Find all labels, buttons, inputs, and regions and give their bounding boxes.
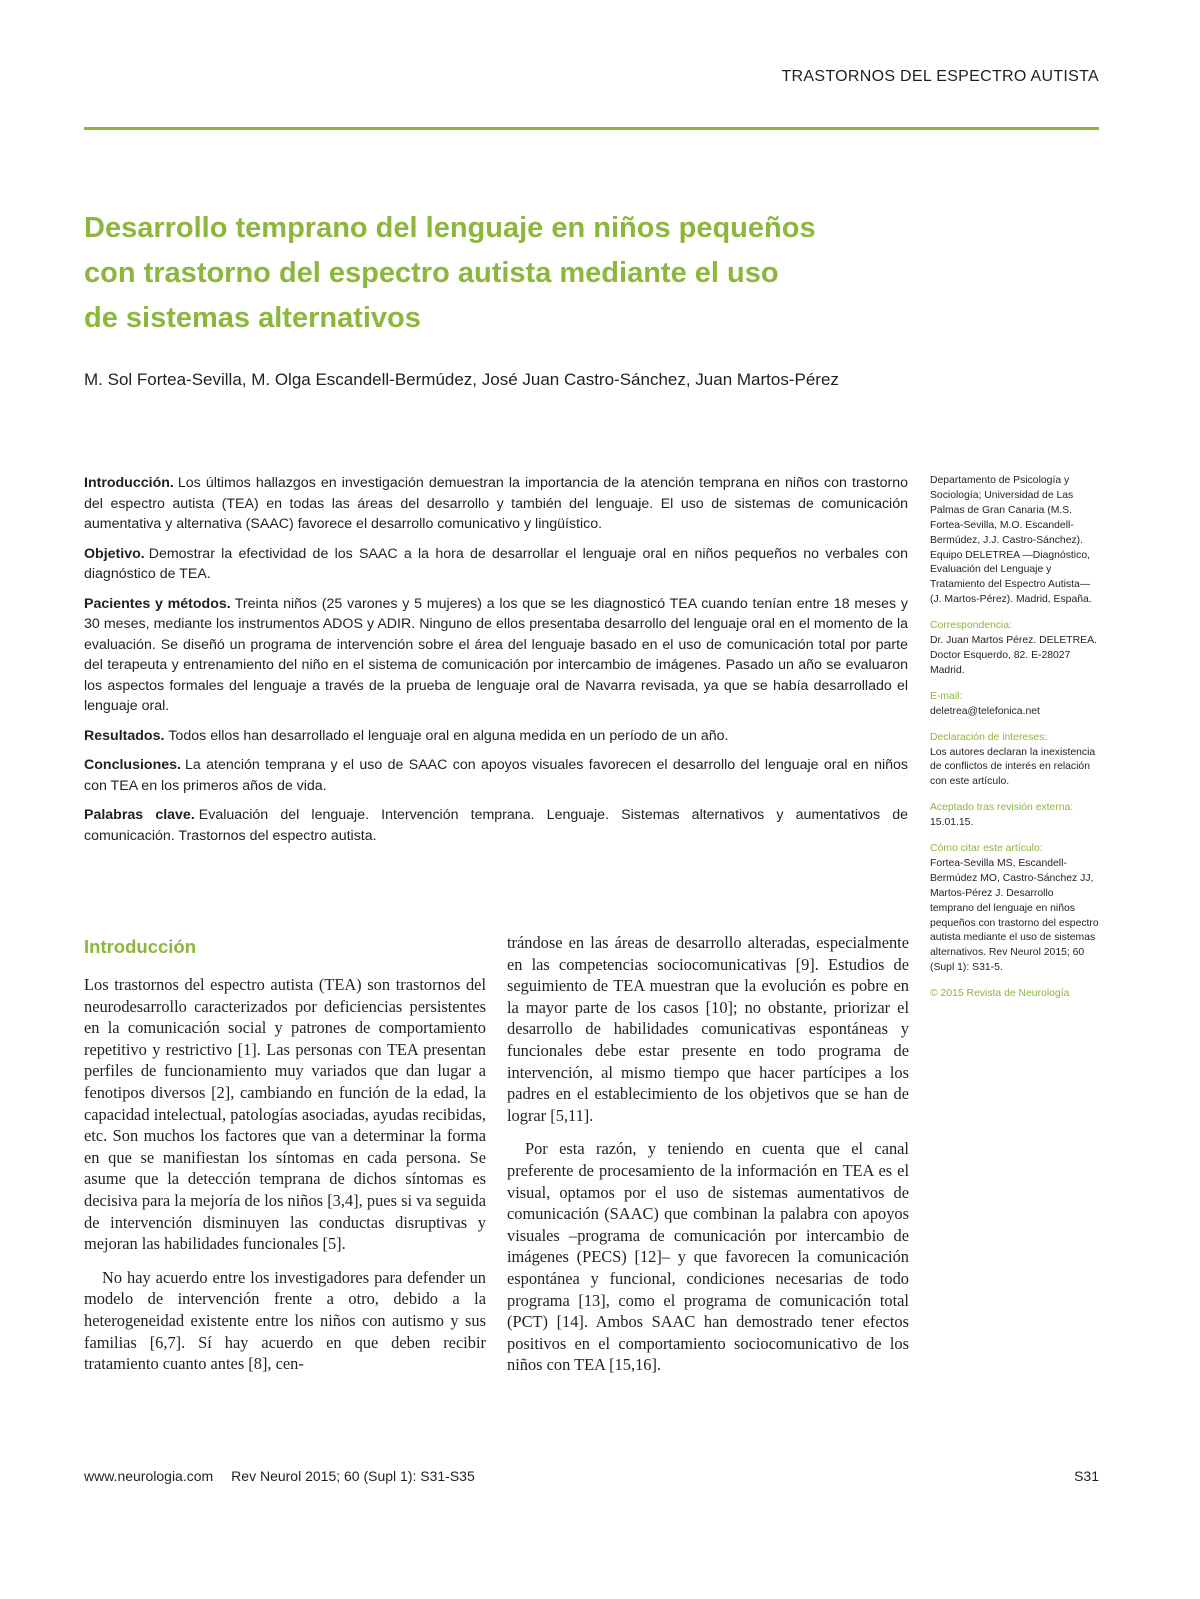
abstract-keywords (84, 805, 908, 846)
body-paragraph: Los trastornos del espectro autista (TEA) son trastornos del neurodesarrollo caracterizados por deficiencias persistentes en la comunicación social y patrones de comportamiento repetitivo y restrictivo [1]. Las personas con TEA presentan perfiles de funcionamiento muy variados que dan lugar a fenotipos diversos [2], cambiando en función de la edad, la capacidad intelectual, patologías asociadas, ayudas recibidas, etc. Son muchos los factores que van a determinar la forma en que se manifiestan los síntomas en cada persona. Se asume que la detección temprana de dichos síntomas es decisiva para la mejoría de los niños [3,4], pues si va seguida de intervención disminuyen las conductas disruptivas y mejoran las habilidades funcionales [5]. (84, 975, 486, 1254)
cite-label: Cómo citar este artículo: (930, 843, 1043, 855)
body-paragraph: trándose en las áreas de desarrollo alteradas, especialmente en las competencias sociocomunicativas [9]. Estudios de seguimiento de TEA muestran que la evolución es pobre en la mayor parte de los casos [10]; no obstante, priorizar el desarrollo de habilidades comunicativas espontáneas y funcionales debe estar presente en todo programa de intervención, al mismo tiempo que hacer partícipes a los padres en el establecimiento de los objetivos que se han de lograr [5,11]. (507, 933, 909, 1125)
section-heading-introduction: Introducción (84, 936, 197, 957)
accepted-date (930, 801, 1100, 831)
section-label: TRASTORNOS DEL ESPECTRO AUTISTA (781, 68, 1099, 85)
article-title (84, 206, 884, 341)
abstract-text: Los últimos hallazgos en investigación demuestran la importancia de la atención temprana en niños con trastorno del espectro autista (TEA) en todas las áreas del desarrollo y también del lenguaje. El uso de sistemas de comunicación aumentativa y alternativa (SAAC) favorece el desarrollo comunicativo y lingüístico. (84, 475, 908, 532)
affiliation-text: Departamento de Psicología y Sociología; Universidad de Las Palmas de Gran Canaria (M.S. Fortea-Sevilla, M.O. Escandell-Bermúdez, J.J. Castro-Sánchez). Equipo DELETREA —Diagnóstico, Evaluación del Lenguaje y Tratamiento del Espectro Autista— (J. Martos-Pérez). Madrid, España. (930, 475, 1092, 606)
email-label: E-mail: (930, 690, 963, 702)
header-divider (84, 127, 1099, 130)
accepted-text: 15.01.15. (930, 817, 974, 829)
conflicts-of-interest (930, 731, 1100, 791)
abstract-conclusions (84, 755, 908, 796)
title-line: de sistemas alternativos (84, 302, 421, 334)
abstract-text: Demostrar la efectividad de los SAAC a la hora de desarrollar el lenguaje oral en niños pequeños no verbales con diagnóstico de TEA. (84, 545, 908, 582)
correspondence-label: Correspondencia: (930, 620, 1013, 632)
affiliation (930, 474, 1100, 608)
abstract-label: Pacientes y métodos. (84, 595, 231, 612)
copyright (930, 987, 1100, 1002)
citation-info (930, 842, 1100, 976)
title-line: Desarrollo temprano del lenguaje en niños pequeños (84, 212, 816, 244)
cite-text: Fortea-Sevilla MS, Escandell-Bermúdez MO, Castro-Sánchez JJ, Martos-Pérez J. Desarrollo temprano del lenguaje en niños pequeños con trastorno del espectro autista mediante el uso de sistemas alternativos. Rev Neurol 2015; 60 (Supl 1): S31-5. (930, 857, 1099, 974)
email (930, 690, 1100, 720)
body-paragraph: No hay acuerdo entre los investigadores para defender un modelo de intervención frente a otro, debido a la heterogeneidad existente entre los niños con autismo y sus familias [6,7]. Sí hay acuerdo en que deben recibir tratamiento cuanto antes [8], cen- (84, 1267, 486, 1374)
correspondence-text: Dr. Juan Martos Pérez. DELETREA. Doctor Esquerdo, 82. E-28027 Madrid. (930, 635, 1097, 676)
abstract-text: Treinta niños (25 varones y 5 mujeres) a los que se les diagnosticó TEA cuando tenían entre 18 meses y 30 meses, mediante los instrumentos ADOS y ADIR. Ninguno de ellos presentaba desarrollo del lenguaje oral en el momento de la evaluación. Se diseñó un programa de intervención sobre el área del lenguaje basado en el uso de comunicación total por parte del terapeuta y entrenamiento del niño en el sistema de comunicación por intercambio de imágenes. Pasado un año se evaluaron los aspectos formales del lenguaje a través de la prueba de lenguaje oral de Navarra revisada, ya que se había desarrollado el lenguaje oral. (84, 595, 908, 714)
abstract-objective (84, 544, 908, 585)
abstract-label: Objetivo. (84, 545, 145, 562)
correspondence (930, 619, 1100, 679)
footer-citation: Rev Neurol 2015; 60 (Supl 1): S31-S35 (231, 1468, 475, 1484)
title-line: con trastorno del espectro autista mediante el uso (84, 257, 779, 289)
abstract-text: Evaluación del lenguaje. Intervención temprana. Lenguaje. Sistemas alternativos y aumentativos de comunicación. Trastornos del espectro autista. (84, 807, 908, 844)
body-column-right (507, 932, 909, 1376)
footer (84, 1468, 475, 1484)
conflicts-label: Declaración de intereses: (930, 731, 1048, 743)
copyright-text: © 2015 Revista de Neurología (930, 988, 1070, 1000)
abstract-label: Palabras clave. (84, 807, 195, 823)
accepted-label: Aceptado tras revisión externa: (930, 802, 1074, 814)
conflicts-text: Los autores declaran la inexistencia de conflictos de interés en relación con este artículo. (930, 746, 1096, 788)
abstract-methods (84, 594, 908, 717)
author-list: M. Sol Fortea-Sevilla, M. Olga Escandell-Bermúdez, José Juan Castro-Sánchez, Juan Martos-Pérez (84, 370, 839, 389)
abstract-label: Conclusiones. (84, 757, 181, 773)
body-paragraph: Por esta razón, y teniendo en cuenta que el canal preferente de procesamiento de la información en TEA es el visual, optamos por el uso de sistemas aumentativos de comunicación (SAAC) que combinan la palabra con apoyos visuales –programa de comunicación por intercambio de imágenes (PECS) [12]– y que favorecen la comunicación espontánea y funcional, condiciones necesarias de todo programa [13], como el programa de comunicación total (PCT) [14]. Ambos SAAC han demostrado tener efectos positivos en el comportamiento sociocomunicativo de los niños con TEA [15,16]. (507, 1139, 909, 1375)
abstract-text: La atención temprana y el uso de SAAC con apoyos visuales favorecen el desarrollo del lenguaje oral en niños con TEA en los primeros años de vida. (84, 757, 908, 794)
body-column-left (84, 930, 486, 1375)
footer-website-link[interactable]: www.neurologia.com (84, 1468, 214, 1484)
abstract-introduction (84, 473, 908, 535)
abstract-text: Todos ellos han desarrollado el lenguaje oral en alguna medida en un período de un año. (168, 727, 729, 744)
abstract-label: Introducción. (84, 475, 174, 491)
abstract (84, 473, 908, 855)
article-info-sidebar (930, 474, 1100, 1013)
page-number: S31 (1074, 1468, 1099, 1484)
abstract-results (84, 726, 908, 747)
email-address[interactable]: deletrea@telefonica.net (930, 705, 1040, 717)
abstract-label: Resultados. (84, 727, 165, 744)
